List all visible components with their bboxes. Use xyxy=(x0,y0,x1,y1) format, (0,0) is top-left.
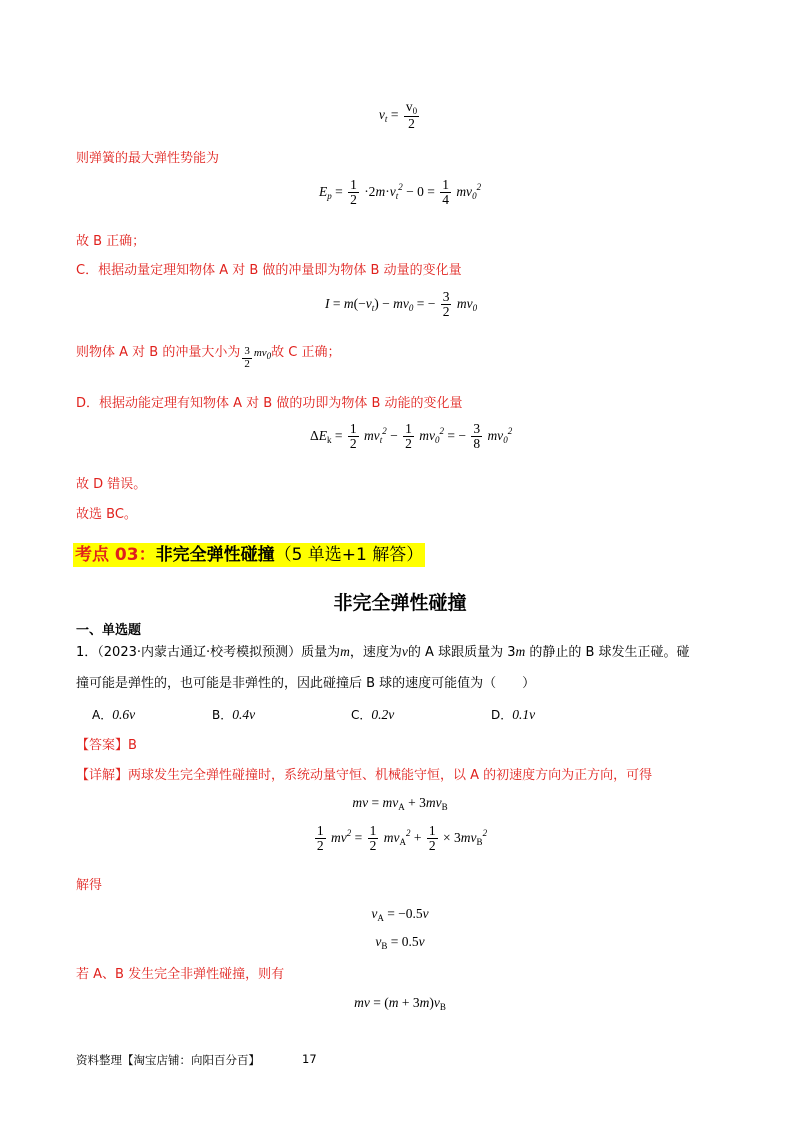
footer-text: 资料整理【淘宝店铺：向阳百分百】 xyxy=(76,1053,260,1067)
kaodian-topic: 非完全弹性碰撞 xyxy=(155,545,275,565)
question-text-d: 的静止的 B 球发生正碰。碰 xyxy=(525,645,690,660)
question-1-line-2: 撞可能是弹性的，也可能是非弹性的，因此碰撞后 B 球的速度可能值为（ ） xyxy=(76,676,536,691)
solution-line-6: 故 D 错误。 xyxy=(76,477,147,492)
question-number: 1． xyxy=(76,645,98,660)
detail-line xyxy=(76,767,652,785)
equation-vt: $v_t$ = $\frac{v_0}{2}$ xyxy=(378,99,418,132)
equation-inelastic: mv = $(m + 3m)v_B$ xyxy=(354,995,446,1012)
impulse-value: $\frac{3}{2}$ $mv_0$ xyxy=(244,345,272,370)
detail-tag: 【详解】 xyxy=(76,768,129,783)
solution-line-1: 则弹簧的最大弹性势能为 xyxy=(76,151,220,166)
question-text-a: 质量为 xyxy=(301,645,341,660)
solution-line-4-text-b: 故 C 正确； xyxy=(271,345,341,360)
question-text-c: 的 A 球跟质量为 3 xyxy=(407,645,516,660)
solution-line-2: 故 B 正确； xyxy=(76,234,146,249)
equation-delta-ek: $\Delta E_k$ = $\frac{1}{2}$ $mv_t^2$ − $\frac{1}{2}$ $mv_0^2$ = − $\frac{3}{8}$ $mv_0^2$ xyxy=(310,421,513,452)
answer-tag: 【答案】 xyxy=(76,738,129,753)
solution-line-3: C．根据动量定理知物体 A 对 B 做的冲量即为物体 B 动量的变化量 xyxy=(76,263,462,278)
section-title: 非完全弹性碰撞 xyxy=(333,592,467,614)
equation-momentum: mv = $mv_A + 3mv_B$ xyxy=(352,795,448,812)
question-source: （2023·内蒙古通辽·校考模拟预测） xyxy=(97,645,302,660)
mass-symbol: m xyxy=(340,644,350,659)
solution-line-5: D．根据动能定理有知物体 A 对 B 做的功即为物体 B 动能的变化量 xyxy=(76,396,463,411)
equation-impulse: $I = m(-v_t) - mv_0$ = − $\frac{3}{2}$ $mv_0$ xyxy=(325,289,478,320)
velocity-symbol: v xyxy=(401,644,408,659)
solution-line-7: 故选 BC。 xyxy=(76,507,137,522)
kaodian-label: 考点 03： xyxy=(75,545,156,565)
answer-line xyxy=(76,737,137,755)
subsection-title: 一、单选题 xyxy=(76,623,142,638)
answer-value: B xyxy=(128,738,137,753)
equation-energy: $\frac{1}{2}$ $mv^2$ = $\frac{1}{2}$ $mv_A^2$ + $\frac{1}{2}$ × $3mv_B^2$ xyxy=(316,823,488,854)
mass-symbol-2: m xyxy=(515,644,526,659)
page-number: 17 xyxy=(302,1052,317,1066)
equation-va: $v_A = -0.5v$ xyxy=(371,906,429,923)
question-1-line-1 xyxy=(76,643,690,662)
inelastic-line: 若 A、B 发生完全非弹性碰撞，则有 xyxy=(76,967,285,982)
option-a: A．0.6v xyxy=(92,707,136,722)
detail-text: 两球发生完全弹性碰撞时，系统动量守恒、机械能守恒，以 A 的初速度方向为正方向，可得 xyxy=(128,768,653,783)
question-text-b: ，速度为 xyxy=(349,645,402,660)
option-b: B．0.4v xyxy=(212,707,256,722)
kaodian-count: （5 单选+1 解答） xyxy=(274,545,424,565)
kaodian-heading xyxy=(73,543,425,567)
equation-ep: $E_p$ = $\frac{1}{2}$ $\cdot 2m\cdot v_t^2 - 0$ = $\frac{1}{4}$ $mv_0^2$ xyxy=(318,177,482,208)
solution-line-4 xyxy=(76,344,341,370)
option-d: D．0.1v xyxy=(491,707,536,722)
solve-label: 解得 xyxy=(76,878,103,893)
solution-line-4-text-a: 则物体 A 对 B 的冲量大小为 xyxy=(76,345,241,360)
equation-vb: $v_B = 0.5v$ xyxy=(375,934,425,951)
option-c: C．0.2v xyxy=(351,707,395,722)
